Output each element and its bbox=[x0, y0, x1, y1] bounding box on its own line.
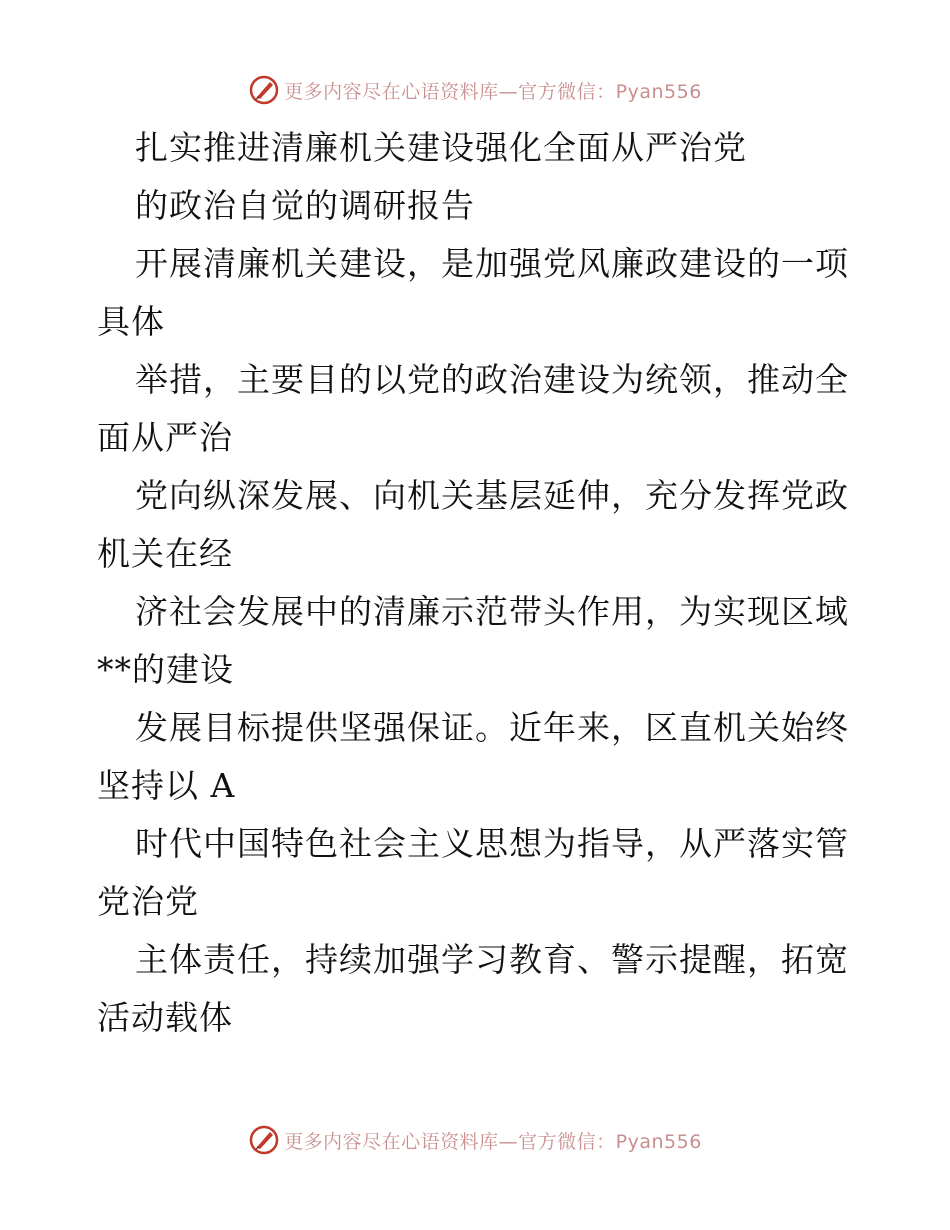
paragraph-line: 党向纵深发展、向机关基层延伸，充分发挥党政 bbox=[135, 476, 849, 515]
title-line-2: 的政治自觉的调研报告 bbox=[135, 186, 475, 225]
paragraph-line: 开展清廉机关建设，是加强党风廉政建设的一项 bbox=[135, 244, 849, 283]
paragraph-line: 济社会发展中的清廉示范带头作用，为实现区域 bbox=[135, 592, 849, 631]
paragraph-line: 主体责任，持续加强学习教育、警示提醒，拓宽 bbox=[135, 940, 849, 979]
paragraph-line: 具体 bbox=[97, 302, 165, 341]
watermark-text: 更多内容尽在心语资料库—官方微信：Pyan556 bbox=[284, 1130, 702, 1153]
quill-logo-icon bbox=[248, 1124, 280, 1156]
paragraph-line: 发展目标提供坚强保证。近年来，区直机关始终 bbox=[135, 708, 849, 747]
header-watermark-banner bbox=[0, 70, 950, 110]
paragraph-line: 活动载体 bbox=[97, 998, 233, 1037]
paragraph-line: **的建设 bbox=[97, 650, 234, 689]
quill-logo-icon bbox=[248, 74, 280, 106]
paragraph-line: 面从严治 bbox=[97, 418, 233, 457]
title-line-1: 扎实推进清廉机关建设强化全面从严治党 bbox=[135, 128, 747, 167]
paragraph-line: 坚持以 A bbox=[97, 766, 236, 805]
watermark-text: 更多内容尽在心语资料库—官方微信：Pyan556 bbox=[284, 80, 702, 103]
paragraph-line: 举措，主要目的以党的政治建设为统领，推动全 bbox=[135, 360, 849, 399]
footer-watermark-banner bbox=[0, 1120, 950, 1160]
paragraph-line: 时代中国特色社会主义思想为指导，从严落实管 bbox=[135, 824, 849, 863]
paragraph-line: 机关在经 bbox=[97, 534, 233, 573]
paragraph-line: 党治党 bbox=[97, 882, 199, 921]
